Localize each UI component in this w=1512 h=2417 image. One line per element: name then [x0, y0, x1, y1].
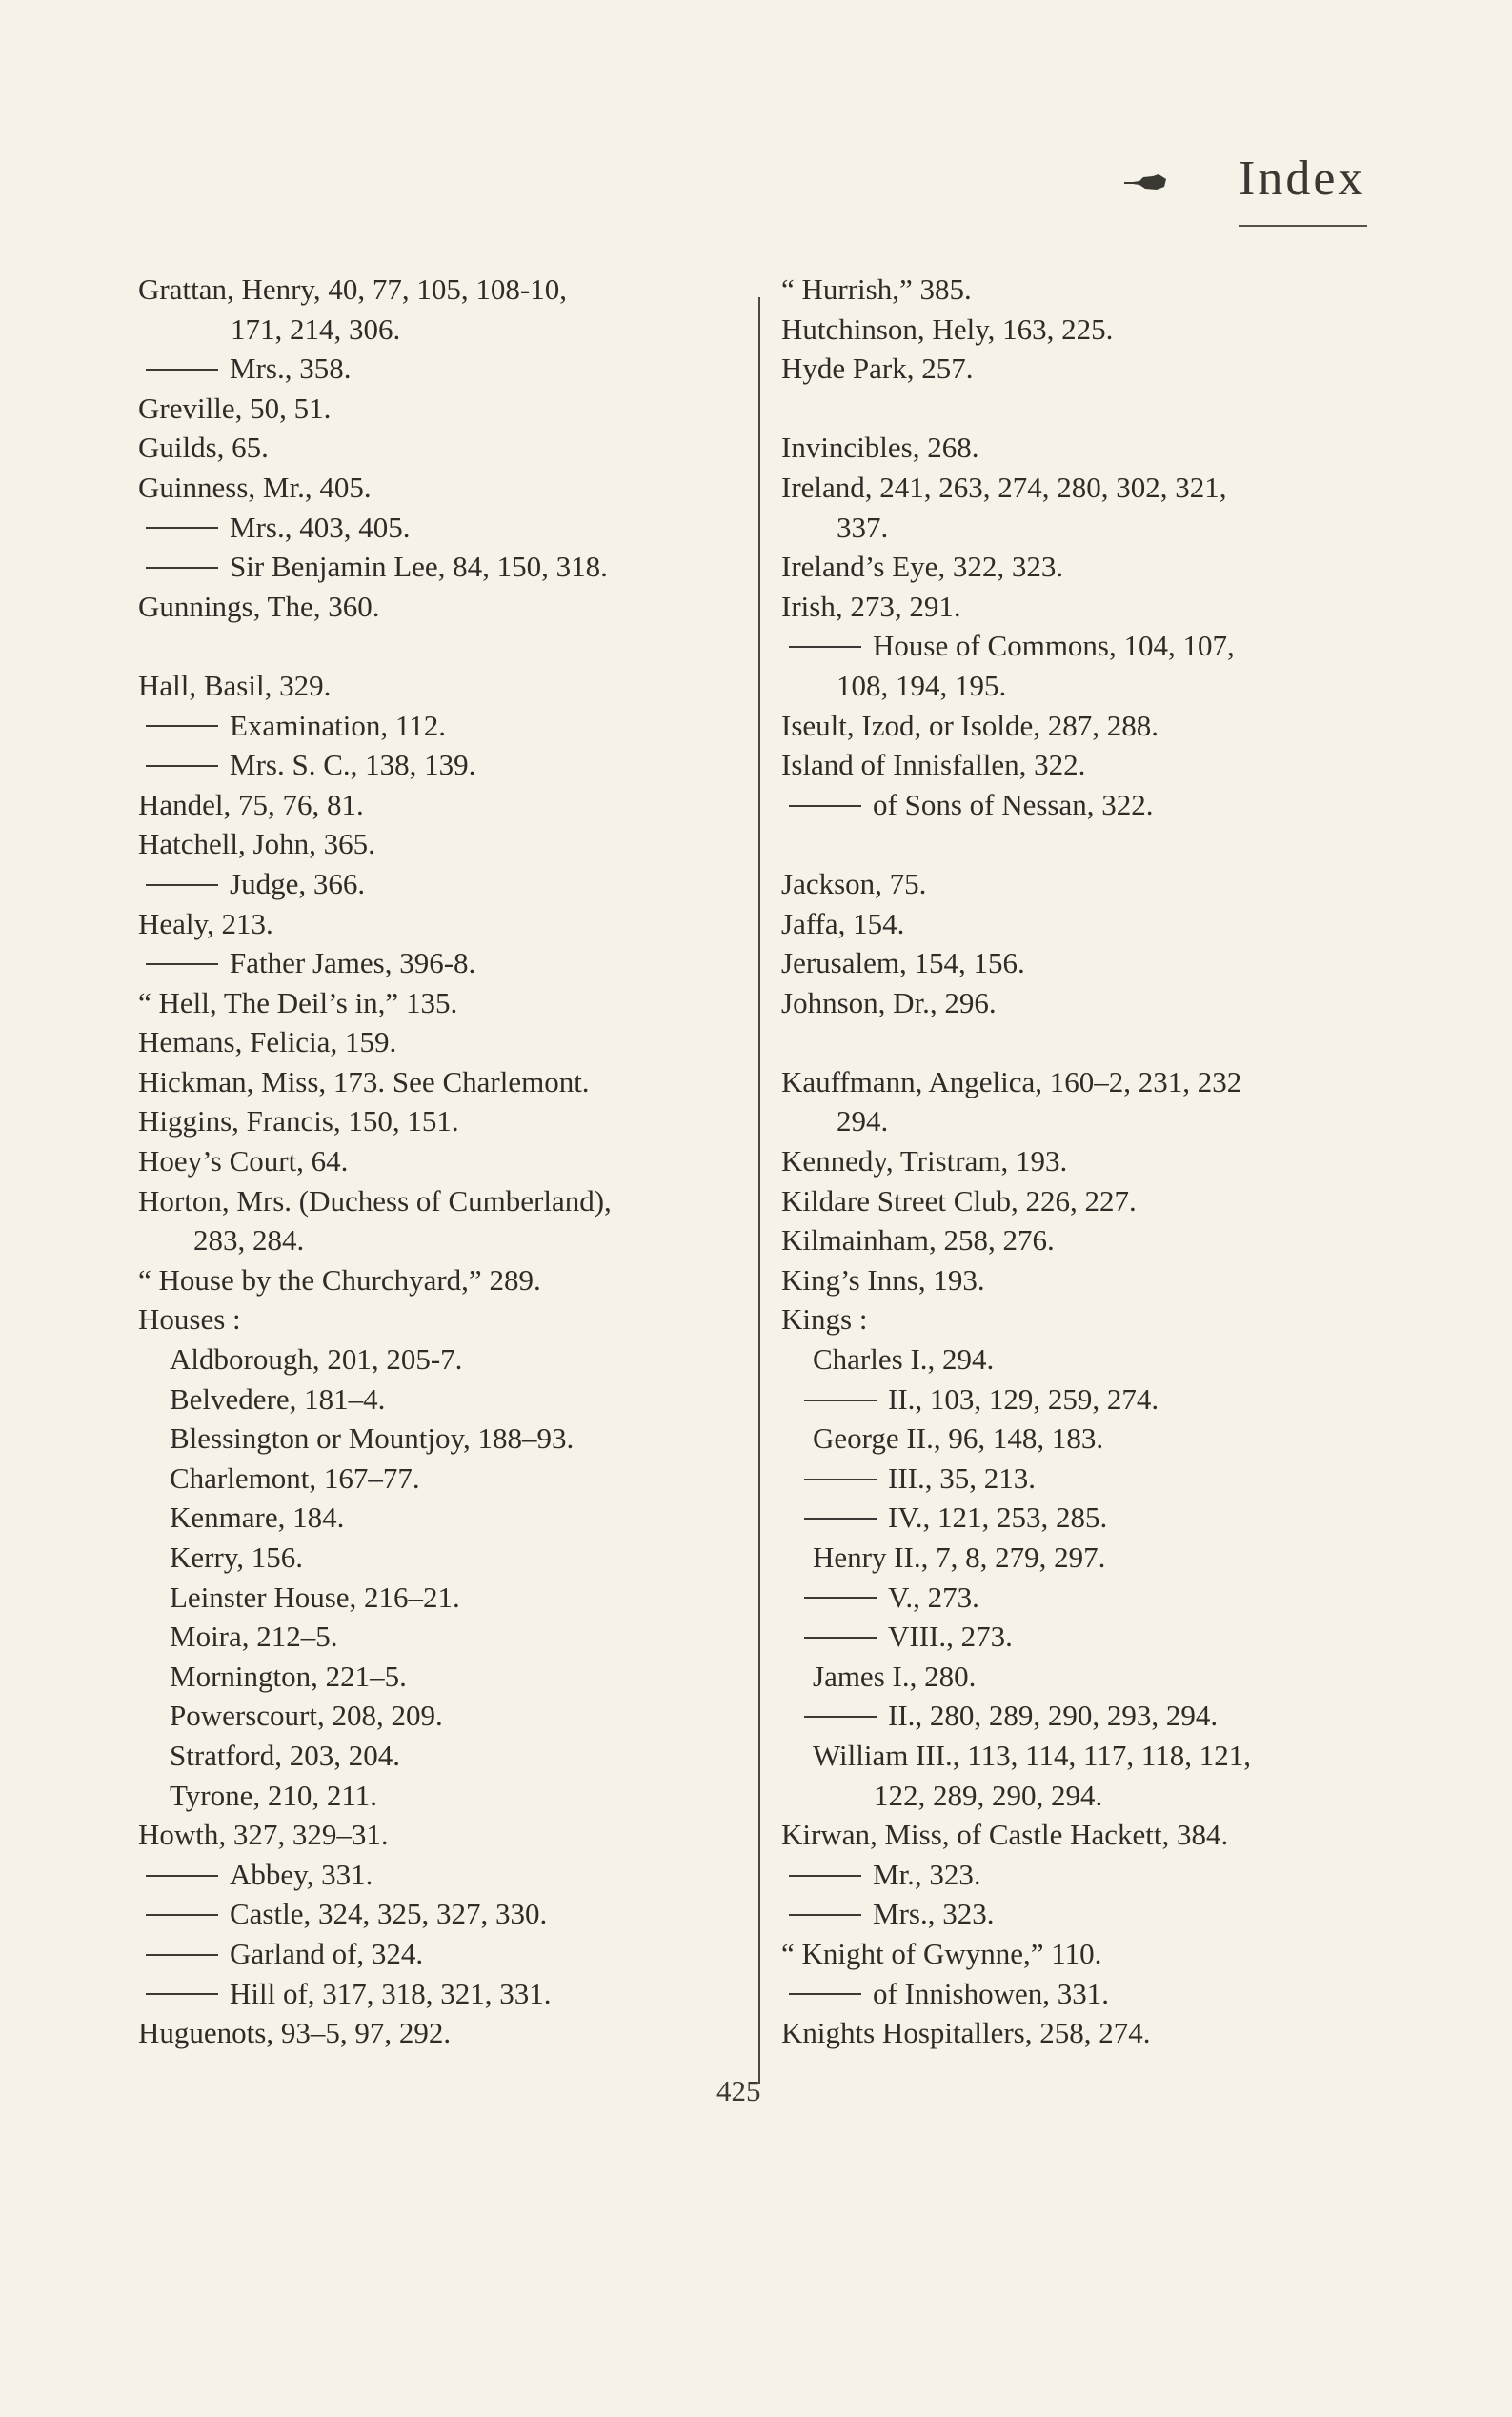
index-entry	[138, 310, 748, 350]
entry-text: of Innishowen, 331.	[873, 1976, 1109, 2010]
index-entry	[138, 864, 748, 904]
entry-text: James I., 280.	[813, 1659, 977, 1693]
entry-text: Guilds, 65.	[138, 431, 269, 465]
repeat-dash	[146, 1914, 218, 1916]
index-entry	[781, 2013, 1391, 2053]
index-entry	[138, 824, 748, 864]
entry-text: 283, 284.	[193, 1223, 305, 1258]
index-entry	[138, 389, 748, 429]
repeat-dash	[146, 567, 218, 569]
index-column-right	[781, 270, 1391, 2053]
entry-text: II., 280, 289, 290, 293, 294.	[888, 1699, 1219, 1733]
index-entry	[781, 1459, 1391, 1499]
entry-text: Father James, 396-8.	[230, 946, 476, 980]
entry-text: Mornington, 221–5.	[170, 1659, 407, 1693]
entry-text: Kenmare, 184.	[170, 1501, 345, 1535]
entry-text: Irish, 273, 291.	[781, 589, 961, 623]
entry-text: Handel, 75, 76, 81.	[138, 787, 364, 821]
entry-text: 337.	[837, 510, 889, 544]
index-entry	[138, 1934, 748, 1974]
repeat-dash	[789, 1993, 861, 1995]
section-gap	[138, 626, 748, 666]
entry-text: Kildare Street Club, 226, 227.	[781, 1183, 1137, 1218]
entry-text: Examination, 112.	[230, 708, 447, 742]
entry-text: Houses :	[138, 1302, 241, 1337]
entry-text: Invincibles, 268.	[781, 431, 979, 465]
repeat-dash	[804, 1518, 877, 1520]
entry-text: Hickman, Miss, 173. See Charlemont.	[138, 1064, 590, 1098]
entry-text: Guinness, Mr., 405.	[138, 470, 372, 504]
index-entry	[781, 547, 1391, 587]
index-entry	[781, 1578, 1391, 1618]
repeat-dash	[789, 646, 861, 648]
entry-text: Jaffa, 154.	[781, 906, 905, 940]
entry-text: Blessington or Mountjoy, 188–93.	[170, 1421, 575, 1456]
index-entry	[781, 666, 1391, 706]
index-entry	[781, 745, 1391, 785]
entry-text: Charles I., 294.	[813, 1342, 995, 1377]
index-entry	[781, 983, 1391, 1023]
page-title: Index	[1239, 151, 1366, 206]
entry-text: Greville, 50, 51.	[138, 391, 332, 425]
entry-text: Island of Innisfallen, 322.	[781, 748, 1086, 782]
index-entry	[781, 1380, 1391, 1420]
entry-text: Ireland’s Eye, 322, 323.	[781, 550, 1064, 584]
index-entry	[781, 349, 1391, 389]
index-entry	[781, 1894, 1391, 1934]
repeat-dash	[789, 1875, 861, 1877]
index-entry	[138, 1894, 748, 1934]
index-entry	[138, 1617, 748, 1657]
entry-text: Jackson, 75.	[781, 866, 927, 900]
index-entry	[138, 1181, 748, 1221]
entry-text: Iseult, Izod, or Isolde, 287, 288.	[781, 708, 1159, 742]
entry-text: Horton, Mrs. (Duchess of Cumberland),	[138, 1183, 612, 1218]
index-entry	[138, 1062, 748, 1102]
entry-text: Charlemont, 167–77.	[170, 1460, 420, 1495]
entry-text: Howth, 327, 329–31.	[138, 1818, 389, 1852]
index-entry	[138, 547, 748, 587]
entry-text: “ Knight of Gwynne,” 110.	[781, 1936, 1102, 1970]
index-entry	[781, 1220, 1391, 1260]
entry-text: Moira, 212–5.	[170, 1620, 338, 1654]
index-entry	[781, 1419, 1391, 1459]
repeat-dash	[146, 884, 218, 886]
entry-text: Grattan, Henry, 40, 77, 105, 108-10,	[138, 272, 567, 306]
index-entry	[138, 1974, 748, 2014]
entry-text: Abbey, 331.	[230, 1857, 373, 1891]
entry-text: Kennedy, Tristram, 193.	[781, 1144, 1068, 1178]
entry-text: “ Hell, The Deil’s in,” 135.	[138, 985, 458, 1019]
index-entry	[781, 1855, 1391, 1895]
entry-text: 171, 214, 306.	[231, 312, 401, 346]
entry-text: Mrs., 358.	[230, 352, 352, 386]
index-entry	[138, 1380, 748, 1420]
index-entry	[138, 1498, 748, 1538]
index-entry	[138, 428, 748, 468]
entry-text: 294.	[837, 1104, 889, 1138]
entry-text: Hutchinson, Hely, 163, 225.	[781, 312, 1114, 346]
index-entry	[781, 1062, 1391, 1102]
entry-text: Mrs. S. C., 138, 139.	[230, 748, 476, 782]
repeat-dash	[146, 725, 218, 727]
index-entry	[138, 1141, 748, 1181]
entry-text: VIII., 273.	[888, 1620, 1013, 1654]
page-header	[1124, 151, 1372, 236]
page-number: 425	[716, 2074, 761, 2107]
repeat-dash	[146, 1993, 218, 1995]
entry-text: Castle, 324, 325, 327, 330.	[230, 1897, 548, 1931]
entry-text: Hyde Park, 257.	[781, 352, 974, 386]
index-entry	[138, 1736, 748, 1776]
entry-text: Judge, 366.	[230, 866, 366, 900]
entry-text: Henry II., 7, 8, 279, 297.	[813, 1541, 1106, 1574]
entry-text: Gunnings, The, 360.	[138, 589, 380, 623]
index-entry	[138, 1538, 748, 1578]
entry-text: Sir Benjamin Lee, 84, 150, 318.	[230, 550, 608, 584]
index-entry	[138, 785, 748, 825]
section-gap	[781, 1022, 1391, 1062]
entry-text: II., 103, 129, 259, 274.	[888, 1381, 1159, 1416]
entry-text: Johnson, Dr., 296.	[781, 985, 997, 1019]
entry-text: of Sons of Nessan, 322.	[873, 787, 1154, 821]
index-entry	[781, 1815, 1391, 1855]
index-entry	[781, 468, 1391, 508]
index-entry	[781, 1141, 1391, 1181]
index-entry	[138, 1657, 748, 1697]
index-entry	[138, 1022, 748, 1062]
entry-text: Hall, Basil, 329.	[138, 668, 332, 702]
entry-text: Kerry, 156.	[170, 1541, 304, 1574]
index-entry	[781, 428, 1391, 468]
index-entry	[781, 1181, 1391, 1221]
index-entry	[781, 1260, 1391, 1300]
index-entry	[781, 904, 1391, 944]
entry-text: Jerusalem, 154, 156.	[781, 946, 1025, 980]
index-entry	[781, 1934, 1391, 1974]
entry-text: Kirwan, Miss, of Castle Hackett, 384.	[781, 1818, 1229, 1852]
entry-text: Healy, 213.	[138, 906, 273, 940]
repeat-dash	[146, 527, 218, 529]
index-entry	[781, 864, 1391, 904]
repeat-dash	[804, 1637, 877, 1639]
index-entry	[138, 587, 748, 627]
entry-text: IV., 121, 253, 285.	[888, 1501, 1108, 1535]
entry-text: Leinster House, 216–21.	[170, 1580, 460, 1614]
index-entry	[781, 1696, 1391, 1736]
pointing-hand-icon	[1124, 171, 1168, 194]
entry-text: Kilmainham, 258, 276.	[781, 1223, 1055, 1258]
index-entry	[781, 1339, 1391, 1380]
entry-text: Hatchell, John, 365.	[138, 827, 375, 861]
repeat-dash	[804, 1479, 877, 1480]
index-entry	[781, 587, 1391, 627]
index-entry	[781, 1974, 1391, 2014]
index-entry	[138, 1815, 748, 1855]
index-entry	[138, 1459, 748, 1499]
index-entry	[138, 1578, 748, 1618]
column-divider	[758, 297, 760, 2084]
section-gap	[781, 824, 1391, 864]
entry-text: “ House by the Churchyard,” 289.	[138, 1262, 541, 1297]
index-entry	[781, 626, 1391, 666]
index-entry	[138, 904, 748, 944]
repeat-dash	[789, 1914, 861, 1916]
index-entry	[138, 1855, 748, 1895]
index-entry	[781, 785, 1391, 825]
index-entry	[138, 270, 748, 310]
index-entry	[781, 508, 1391, 548]
entry-text: Mrs., 403, 405.	[230, 510, 411, 544]
entry-text: Hill of, 317, 318, 321, 331.	[230, 1976, 552, 2010]
index-entry	[138, 1299, 748, 1339]
index-entry	[138, 745, 748, 785]
index-entry	[138, 666, 748, 706]
entry-text: Kauffmann, Angelica, 160–2, 231, 232	[781, 1064, 1242, 1098]
index-entry	[781, 1498, 1391, 1538]
entry-text: House of Commons, 104, 107,	[873, 629, 1235, 663]
index-entry	[781, 1538, 1391, 1578]
index-entry	[138, 468, 748, 508]
index-entry	[138, 1419, 748, 1459]
entry-text: Higgins, Francis, 150, 151.	[138, 1104, 459, 1138]
entry-text: 122, 289, 290, 294.	[874, 1778, 1103, 1812]
index-entry	[138, 2013, 748, 2053]
repeat-dash	[789, 805, 861, 807]
entry-text: Tyrone, 210, 211.	[170, 1778, 377, 1812]
section-gap	[781, 389, 1391, 429]
index-entry	[781, 706, 1391, 746]
repeat-dash	[146, 1954, 218, 1956]
entry-text: William III., 113, 114, 117, 118, 121,	[813, 1738, 1251, 1772]
repeat-dash	[146, 1875, 218, 1877]
entry-text: III., 35, 213.	[888, 1460, 1036, 1495]
index-entry	[781, 1617, 1391, 1657]
index-entry	[138, 1220, 748, 1260]
entry-text: Mr., 323.	[873, 1857, 981, 1891]
index-entry	[781, 1101, 1391, 1141]
index-column-left	[138, 270, 748, 2053]
index-entry	[781, 270, 1391, 310]
index-entry	[138, 1101, 748, 1141]
entry-text: Powerscourt, 208, 209.	[170, 1699, 443, 1733]
index-entry	[138, 706, 748, 746]
entry-text: “ Hurrish,” 385.	[781, 272, 972, 306]
index-entry	[138, 508, 748, 548]
index-entry	[138, 1776, 748, 1816]
repeat-dash	[804, 1716, 877, 1718]
repeat-dash	[804, 1597, 877, 1599]
index-entry	[781, 1657, 1391, 1697]
repeat-dash	[146, 765, 218, 767]
entry-text: Mrs., 323.	[873, 1897, 995, 1931]
entry-text: Aldborough, 201, 205-7.	[170, 1342, 463, 1377]
index-entry	[138, 983, 748, 1023]
repeat-dash	[146, 963, 218, 965]
entry-text: Stratford, 203, 204.	[170, 1738, 400, 1772]
repeat-dash	[146, 369, 218, 371]
entry-text: Garland of, 324.	[230, 1936, 424, 1970]
entry-text: Knights Hospitallers, 258, 274.	[781, 2016, 1151, 2050]
entry-text: King’s Inns, 193.	[781, 1262, 985, 1297]
entry-text: Belvedere, 181–4.	[170, 1381, 386, 1416]
index-entry	[138, 1339, 748, 1380]
entry-text: 108, 194, 195.	[837, 668, 1007, 702]
index-entry	[781, 310, 1391, 350]
entry-text: Kings :	[781, 1302, 868, 1337]
entry-text: Hemans, Felicia, 159.	[138, 1025, 397, 1059]
entry-text: George II., 96, 148, 183.	[813, 1421, 1104, 1456]
index-entry	[138, 943, 748, 983]
index-entry	[138, 349, 748, 389]
index-entry	[138, 1260, 748, 1300]
entry-text: V., 273.	[888, 1580, 979, 1614]
entry-text: Hoey’s Court, 64.	[138, 1144, 349, 1178]
index-entry	[781, 1299, 1391, 1339]
title-underline	[1239, 225, 1367, 227]
index-entry	[781, 1776, 1391, 1816]
index-entry	[781, 943, 1391, 983]
entry-text: Huguenots, 93–5, 97, 292.	[138, 2016, 452, 2050]
entry-text: Ireland, 241, 263, 274, 280, 302, 321,	[781, 470, 1227, 504]
index-entry	[138, 1696, 748, 1736]
repeat-dash	[804, 1400, 877, 1401]
index-entry	[781, 1736, 1391, 1776]
